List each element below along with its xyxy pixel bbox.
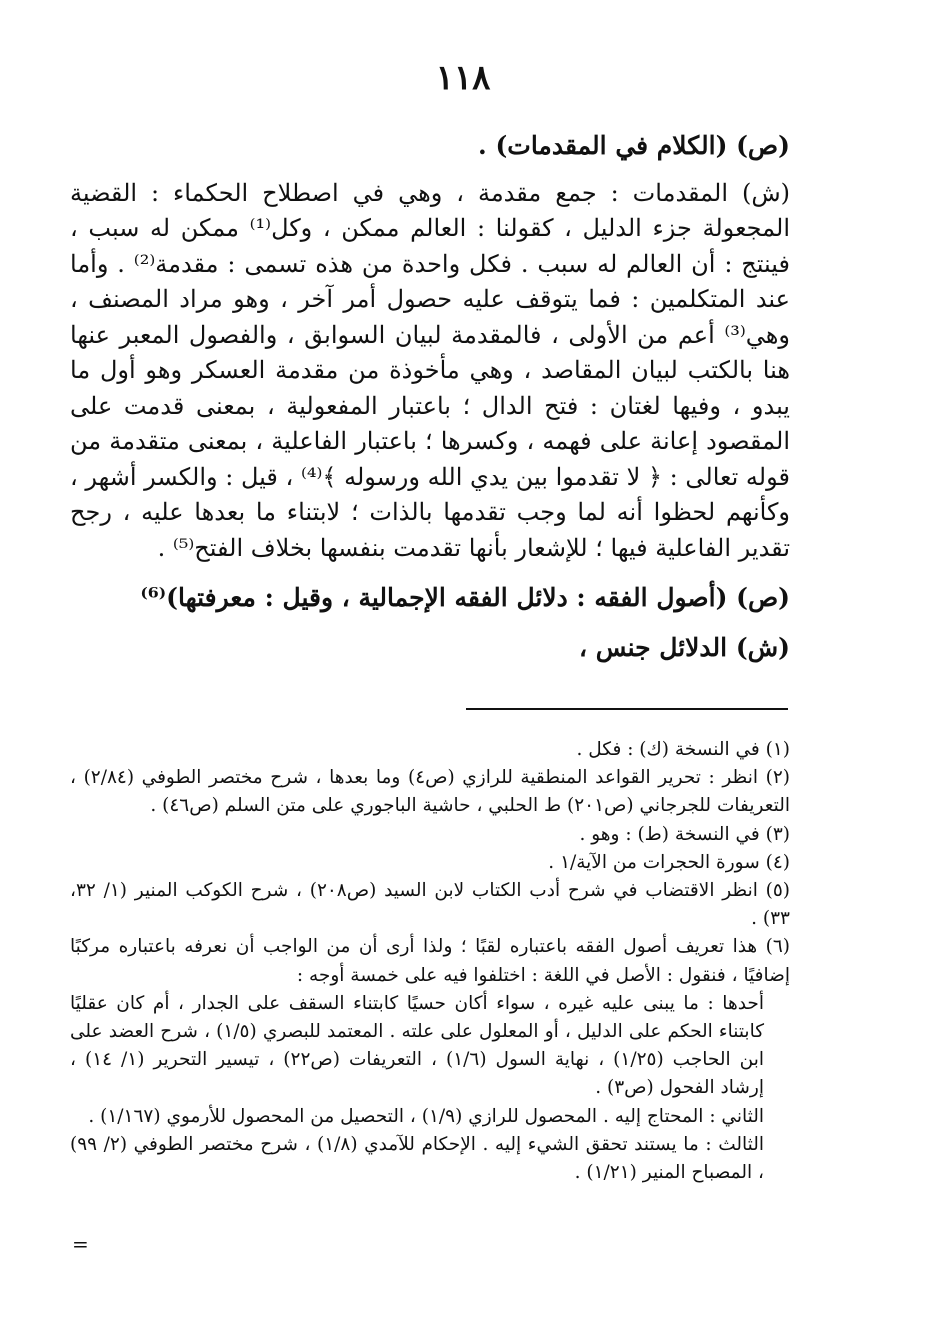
- footnotes: [70, 736, 790, 1187]
- heading-dalail: (ش) الدلائل جنس ،: [578, 632, 790, 662]
- footnote-1: (١) في النسخة (ك) : فكل .: [576, 739, 790, 760]
- footnote-5: (٥) انظر الاقتضاب في شرح أدب الكتاب لابن السيد (ص٢٠٨) ، شرح الكوكب المنير (١/ ٣٢، ٣٣) .: [70, 880, 790, 930]
- footnote-4: (٤) سورة الحجرات من الآية/١ .: [548, 851, 790, 873]
- footnote-3: (٣) في النسخة (ط) : وهو .: [579, 823, 790, 845]
- footnote-6: (٦) هذا تعريف أصول الفقه باعتباره لقبًا ؛ ولذا أرى أن من الواجب أن نعرفه باعتباره مركبًا إضافيًا ، فنقول : الأصل في اللغة : اختلفوا فيه على خمسة أوجه :: [70, 936, 790, 986]
- commentary-paragraph: (ش) المقدمات : جمع مقدمة ، وهي في اصطلاح الحكماء : القضية المجعولة جزء الدليل ، كقولنا : العالم ممكن ، وكل⁽¹⁾ ممكن له سبب ، فينتج : أن العالم له سبب . فكل واحدة من هذه تسمى : مقدمة⁽²⁾ . وأما عند المتكلمين : فما يتوقف عليه حصول أمر آخر ، وهو مراد المصنف ، وهي⁽³⁾ أعم من الأولى ، فالمقدمة لبيان السوابق ، والفصول المعبر عنها هنا بالكتب لبيان المقاصد ، وهي مأخوذة من مقدمة العسكر وهو أول ما يبدو ، وفيها لغتان : فتح الدال ؛ باعتبار المفعولية ، بمعنى قدمت على المقصود إعانة على فهمه ، وكسرها ؛ باعتبار الفاعلية ، بمعنى متقدمة من قوله تعالى : ﴿ لا تقدموا بين يدي الله ورسوله ﴾⁽⁴⁾ ، قيل : والكسر أشهر ، وكأنهم لحظوا أنه لما وجب تقدمها بالذات ؛ لابتناء ما بعدها عليه ، رجح تقدير الفاعلية فيها ؛ للإشعار بأنها تقدمت بنفسها بخلاف الفتح⁽⁵⁾ .: [70, 178, 790, 562]
- footnote-6-first: أحدها : ما يبنى عليه غيره ، سواء أكان حسيًا كابتناء السقف على الجدار ، أم كان عقليًا كابتناء الحكم على الدليل ، أو المعلول على علته . المعتمد للبصري (١/٥) ، شرح العضد على ابن الحاجب (١/٢٥) ، نهاية السول (١/٦) ، التعريفات (ص٢٢) ، تيسير التحرير (١/ ١٤) ، إرشاد الفحول (ص٣) .: [70, 992, 765, 1099]
- continuation-mark: =: [72, 1232, 89, 1256]
- main-text: [70, 128, 790, 665]
- footnote-6-second: الثاني : المحتاج إليه . المحصول للرازي (١/٩) ، التحصيل من المحصول للأرموي (١/١٦٧) .: [88, 1105, 764, 1127]
- footnote-2: (٢) انظر : تحرير القواعد المنطقية للرازي (ص٤) وما بعدها ، شرح مختصر الطوفي (٢/٨٤) ، التعريفات للجرجاني (ص٢٠١) ط الحلبي ، حاشية الباجوري على متن السلم (ص٤٦) .: [70, 767, 790, 817]
- footnote-6-third: الثالث : ما يستند تحقق الشيء إليه . الإحكام للآمدي (١/٨) ، شرح مختصر الطوفي (٢/ ٩٩) ، المصباح المنير (١/٢١) .: [70, 1133, 764, 1184]
- heading-muqaddimat: (ص) (الكلام في المقدمات) .: [478, 131, 790, 160]
- heading-usul-definition: (ص) (أصول الفقه : دلائل الفقه الإجمالية ، وقيل : معرفتها)⁽⁶⁾: [140, 583, 790, 612]
- footnote-separator: [466, 708, 788, 710]
- page-number: ١١٨: [435, 58, 491, 98]
